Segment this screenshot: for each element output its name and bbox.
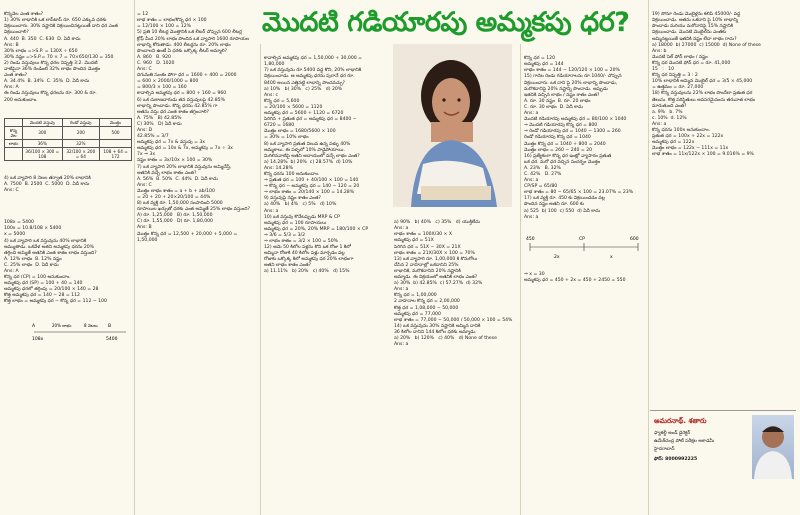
text-line: అతను వస్తు ధర ఎంత శాతం తగ్గించాలి?: [137, 109, 209, 115]
text-line: 13) ఒక వ్యాపారి రూ. 1,00,000 కి కొనుగోలు: [394, 256, 478, 262]
text-line: లాభానికి, మరొకదానిని 20% నష్టానికి: [394, 268, 461, 274]
text-line: 100x = 10.8/108 × 5400: [4, 226, 62, 232]
text-line: ⇒ x = 30: [524, 272, 545, 278]
text-line: = 800/3 × 100 = 160: [137, 85, 187, 91]
author-photo: [752, 415, 794, 479]
text-line: A) రూ. 1,25,000 B) రూ. 1,50,000: [137, 213, 213, 219]
table-cell: [5, 118, 23, 126]
text-line: అమ్మినట్లయితే ఇతనికి నష్టం లేదా లాభం రాదు?: [652, 36, 737, 42]
text-line: మొత్తం లాభం = 1680/5600 × 100: [264, 129, 336, 135]
text-line: A. 440 B. 350 C. 630 D. ఏదీ కాదు: [4, 36, 81, 42]
table-cell: 32%: [62, 139, 100, 147]
text-line: a) 10% b) 30% c) 25% d) 20%: [264, 86, 343, 92]
diagram-value-1: 108x: [32, 337, 44, 342]
text-line: లాభ శాతం = 11x/122x × 100 = 9.016% = 9%: [652, 152, 754, 158]
column-3: [264, 44, 390, 514]
text-line: ⇒ 3/6 = 5/3 = 3/2: [264, 232, 306, 238]
text-line: లాభ శాతం = 80 − 65/65 × 100 = 23.07% = 23%: [524, 190, 634, 196]
text-line: 7) ఒక వ్యాపారి 20% లాభానికి వస్తువును అమ్మిచేస్తే,: [137, 164, 232, 170]
text-line: పొందాలని ఉంటే ఏ ధరకు ఒక్కొక్క లీటర్ అమ్మాలి?: [137, 48, 228, 54]
text-line: 8) ఒక వ్యాపారి ప్రతుత విలువ ఉన్న పళ్ళు 40%: [264, 141, 351, 147]
text-line: a) 11.11% b) 20% c) 40% d) 15%: [264, 269, 350, 275]
author-box: [650, 410, 796, 483]
text-line: 5) ప్రతి 10 లీటర్ల మొత్తానికి ఒక లీటర్ చొప్పున 600 లీటర్ల: [137, 30, 242, 36]
text-line: = 20 + 20 + 20×20/100 = 44%: [137, 195, 211, 200]
text-line: అమ్మకపు ధర = 10x & 7x, అమ్మకపు = 7x ÷ 3x: [137, 146, 233, 152]
text-line: 7x ⇒ 3x: [137, 152, 156, 158]
author-phone: ఫోన్: 8000992225: [654, 457, 698, 462]
text-line: A. 75% B) 42.85%: [137, 115, 182, 121]
text-line: మారుతుంది ఎంత?: [652, 103, 687, 109]
diagram-label-right: 600: [630, 236, 639, 242]
text-line: అమ్మకపు ధర = 5600 + 1120 = 6720: [264, 111, 344, 117]
text-line: ఇతనికి వచ్చిన లాభం / నష్టం శాతం ఎంత?: [524, 92, 600, 98]
text-line: అమ్మకాలు. ఈ పళ్ళలో 10% పాడైపోయాయి.: [264, 147, 345, 153]
text-line: మొత్తం లాభం = 122x − 111x = 11x: [652, 146, 729, 152]
text-line: ఈ రెండు వస్తువులు కొన్న ధరలను రూ. 300 & రూ.: [4, 91, 97, 97]
text-line: కొన్న ధర మొదటి ఫోన్ ధర = రూ. 41,000: [652, 60, 731, 66]
text-line: కొన్న ధర = 1,00,000: [394, 293, 437, 299]
diagram-top-a: A: [32, 324, 36, 329]
author-role: ఫ్యాకల్టీ అండ్ డైరెక్టర్: [654, 431, 691, 436]
column-1-text-bottom: [4, 176, 132, 306]
text-line: a) 20% b) 120% c) 40% d) None of these: [394, 335, 497, 341]
text-line: లాభ శాతం = లాభం/కొన్న ధర × 100: [137, 18, 207, 24]
text-line: C. 960 D. 1020: [137, 60, 175, 66]
text-line: ప్రతుత ధర = 100x + 22x = 122x: [652, 134, 724, 140]
text-line: కొన్న ధర = 5,600: [264, 98, 300, 104]
author-name: అమరనాథ్. శతారు: [654, 417, 707, 425]
text-line: ⇒ రెండో గడియారపు ధర = 1040 − 1300 = 260: [524, 129, 621, 135]
text-line: కొన్న ధర (CP) = 100 అనుకుందాం.: [4, 275, 71, 281]
text-line: మొత్తం కొన్న ధర = 12,500 + 20,000 + 5,000 =: [137, 231, 238, 237]
text-line: కొత్త లాభం = అమ్మకపు ధర − కొన్న ధర = 112 − 100: [4, 299, 107, 305]
text-line: Ans: c: [264, 92, 278, 98]
text-line: విక్రయించాడు. మొదటి మొబైల్‌ను ఎంతకు: [652, 30, 727, 36]
text-line: A. 12% లాభం B. 12% నష్టం: [4, 256, 62, 262]
text-line: విక్రయించాడు. అతను ఒకదాని పై 10% లాభాన్ని: [652, 18, 739, 24]
text-line: పెరిగిన ధర = 51X − 30X = 21X: [394, 244, 461, 250]
text-line: అతనికి వచ్చే లాభం శాతం ఎంత?: [137, 170, 197, 176]
text-line: అమ్మినా రోజుకి 40 కిలోల పళ్లు మార్చడం వల్ల: [264, 251, 345, 257]
text-line: పొందాడు మరియు మరోదానిపై 15% నష్టానికి: [652, 24, 733, 30]
table-cell: రెండో వస్తువు: [62, 118, 100, 126]
text-line: దిగుమతి సుంకం పోగా ధర = 1600 + 400 = 2000: [137, 73, 237, 79]
text-line: లాభ శాతం = 77,000 − 50,000 / 50,000 × 100 = 54%: [394, 317, 513, 323]
text-line: కొన్న ధరను 100 అనుకుందాం.: [264, 171, 320, 177]
table-cell: లాభం: [5, 139, 23, 147]
text-line: A. 7500 B. 2500 C. 5000 D. ఏదీ కాదు: [4, 182, 90, 188]
diagram-mark-left: 2x: [554, 254, 560, 260]
text-line: 30% లాభం =>S.P. = 130X ÷ 650: [4, 48, 78, 54]
text-line: 17) ఒక వ్యక్తి రూ. 450 కు విక్రయించడం వల్ల: [524, 196, 605, 202]
text-line: మరొకదానిపై 20% నష్టాన్ని పొందాడు. అప్పుడు: [524, 86, 608, 92]
text-line: C. 42% D. 27%: [524, 171, 562, 177]
text-line: లాభం శాతం = 21X/30X × 100 = 70%: [394, 250, 475, 256]
text-line: రూపాయిల ఖర్చుతో ధరకు ఎంత అమ్మితే 25% లాభం వస్తుంది?: [137, 207, 250, 213]
text-line: 15) గాదెల రెండు గడియారాలను రూ.1040/- చొప్పున: [524, 74, 622, 80]
text-line: 2) రెండు వస్తువులు కొన్న ధరల నిష్పత్తి 3:2. మొదటి: [4, 60, 98, 66]
text-line: Ans: A: [4, 269, 19, 274]
text-line: అమ్మకపు ధర = 7x & వస్తువు = 3x: [137, 140, 206, 146]
text-line: లాభాన్ని కోరుతాడు. 400 లీటర్లను రూ. 20% లాభం: [137, 42, 231, 48]
column-2: [137, 0, 258, 512]
column-rule: [520, 44, 521, 515]
table-cell: [100, 139, 132, 147]
text-line: ఎంత శాతం?: [4, 73, 28, 79]
text-line: ⇒ కొన్న ధర − అమ్మకపు ధర = 140 − 120 = 20: [264, 184, 360, 190]
table-cell: మొదటి వస్తువు: [23, 118, 62, 126]
text-line: 8) ఒక వ్యక్తి రూ. 1,50,000 సంపాదించి 5000: [137, 201, 223, 207]
column-rule: [648, 0, 649, 515]
text-line: ఒక ధర. మరో ధర వచ్చిన సందర్భం మొత్తం: [524, 159, 601, 165]
text-line: A. రూ. 30 నష్టం B. రూ. 20 లాభం: [524, 98, 591, 104]
student-illustration: [393, 44, 512, 207]
text-line: Ans: A: [4, 85, 19, 91]
text-line: 6720 = 1680: [264, 123, 295, 129]
table-cell: 200: [62, 126, 100, 139]
column-3-text: [264, 56, 390, 275]
text-line: 16) ప్రత్యేకంగా కొన్న ధర ఇంట్లో వ్యాపారం ప్రతుత: [524, 153, 612, 159]
text-line: నష్టం శాతం = 3x/10x × 100 = 30%: [137, 158, 213, 164]
diagram-top-b: B: [108, 324, 112, 329]
text-line: అమ్మకపు ధర = 144: [524, 62, 564, 68]
text-line: = 12/100 × 100 = 12%: [137, 24, 191, 30]
text-line: C) 30% D) ఏదీ కాదు: [137, 121, 182, 127]
text-line: అమ్మకపు ధర = 20%, 20% MRP = 180/100 × CP: [264, 226, 369, 232]
text-line: అమ్మకపు ధర = 122x: [652, 140, 695, 146]
text-line: Ans: C: [137, 182, 152, 188]
text-line: a. 9% b. 7%: [652, 109, 683, 115]
text-line: Ans: a: [524, 111, 539, 117]
text-line: అమ్మకపు ధర = 450 + 2x = 450 + 2450 = 550: [524, 278, 626, 284]
text-line: C. రూ. 30 లాభం D. ఏదీ కాదు: [524, 104, 583, 110]
text-line: 1) 30% లాభానికి ఒక లాప్‌టాప్ రూ. 650 ఎక్కువ ధరకు: [4, 18, 107, 24]
line-diagram: [524, 233, 644, 263]
text-line: 30% నష్టం =>S.P.= 70 × 7 = 70×650/130 = 350: [4, 54, 114, 60]
text-line: కొన్న ధర = 120: [524, 56, 555, 62]
text-line: = 600 × 2000/1000 = 800: [137, 79, 199, 85]
text-line: కొన్న ధరను 100x అనుకుందాం.: [652, 127, 710, 133]
table-cell: [5, 147, 23, 160]
text-line: = 12: [137, 12, 149, 18]
text-line: A. 23% B. 32%: [524, 165, 561, 171]
text-line: లాభం శాతం = 100X/30 × X: [394, 232, 452, 238]
text-line: లాభం శాతం = 144 − 120/120 × 100 = 20%: [524, 68, 620, 74]
text-line: మొత్తం లాభం శాతం = a + b + ab/100: [137, 188, 215, 194]
text-line: Ans: 14.28%: [264, 165, 293, 171]
column-1: [4, 0, 132, 512]
text-line: 6) ఒక దుకాణదారుడు తన వస్తువులపై 42.85%: [137, 97, 225, 103]
text-line: మొత్తం కొన్న ధర = 1040 + 800 = 2040: [524, 141, 606, 147]
text-line: కొన్నవెల ఎంత శాతం?: [4, 12, 44, 18]
table-cell: కొన్న వెల: [5, 126, 23, 139]
text-line: అమ్మకపు ధర (SP) = 100 + 40 = 140: [4, 281, 83, 287]
text-line: అమ్మకపు ధర = 77,000: [394, 311, 441, 317]
text-line: Ans: a: [394, 287, 409, 293]
text-line: 2 వాహనాల కొన్న ధర = 2,00,000: [394, 299, 460, 305]
text-line: 7) ఒక వస్తువును రూ.5400 వద్ద కొని, 20% లాభానికి: [264, 68, 362, 74]
text-line: కావాల్సిన అమ్మకపు ధర = 800 + 160 = 960: [137, 91, 227, 97]
text-line: a) 30% b) 42.85% c) 57.27% d) 32%: [394, 281, 483, 287]
text-line: a) 14.28% b) 20% c) 28.57% d) 10%: [264, 159, 353, 165]
text-line: Ans: D: [137, 127, 152, 133]
text-line: Ans: B: [4, 42, 19, 48]
text-line: 12) ఆమె 50 కిలోల పళ్లను కొని ఒక రోజు 1 కిలో: [264, 245, 352, 251]
column-2-text: [137, 12, 258, 244]
text-line: అమ్మకపు ధరలో తగ్గింపు = 20/100 × 140 = 28: [4, 287, 99, 293]
column-4: [394, 208, 518, 513]
text-line: C. 25% లాభం D. ఏదీ కాదు: [4, 262, 59, 268]
text-line: a) 90% b) 40% c) 35% d) యుక్తిలేదు: [394, 220, 480, 226]
text-line: c. 10% d. 12%: [652, 115, 687, 121]
text-line: అమ్మకపు ధర = 51X: [394, 238, 434, 244]
text-line: Ans: a: [394, 226, 409, 232]
column-1-text-top: [4, 12, 132, 103]
text-line: 36 కిలోల దానిని 144 కిలోల ధరకు అమ్మాడు.: [394, 329, 477, 335]
text-line: A. 56% B. 50% C. 44% D. ఏదీ కాదు: [137, 176, 218, 182]
text-line: పెరిగిన + ప్రతుత ధర = అమ్మకపు ధర = 8400 −: [264, 117, 357, 123]
text-line: వాటిపైనా 36% రెండింటి 32% లాభం పొందిన మొత్తం: [4, 67, 101, 73]
text-line: = ఉత్తమం = రూ. 27,000: [652, 85, 704, 91]
text-line: ⇒ ప్రతుత ధర = 100 + 40/100 × 100 = 140: [264, 178, 359, 184]
text-line: మొత్తం లాభం = 260 − 240 = 20: [524, 147, 593, 153]
text-line: 4) ఒక వ్యాపారి ఒక వస్తువును 40% లాభానికి: [4, 238, 87, 244]
text-line: అమ్మకపు ధర = 100 రూపాయలు: [264, 220, 327, 226]
author-academy: ఉమేశ్‌చంద్ర పోటీ పరీక్షల అకాడమీ: [654, 439, 715, 444]
text-line: కొత్త ధర = 1,08,000 − 50,000: [394, 305, 459, 311]
text-line: CP/SP = 65/80: [524, 184, 558, 190]
text-line: 18) కొన్న వస్తువులను 22% లాభం పొందేలా ప్రతుత ధర: [652, 91, 753, 97]
text-line: Ans: b: [652, 48, 667, 54]
text-line: మొదటి సెల్ ఫోన్ లాభం / నష్టం: [652, 54, 708, 60]
text-line: ⇒ మొదటి గడియారపు కొన్న ధర = 800: [524, 123, 598, 129]
text-line: = 30% = 10% లాభం: [264, 135, 309, 141]
text-line: Ans: C: [4, 188, 19, 194]
text-line: విక్రయించాలి?: [4, 30, 29, 36]
column-6-text: [652, 12, 798, 158]
text-line: 10) ఒక వస్తువు కొనేటప్పుడు MRP & CP: [264, 214, 340, 220]
text-line: Ans: a: [264, 208, 279, 214]
text-line: లాభాన్ని పొందాడు. కొన్న ధరను 42.85% గా: [137, 103, 218, 109]
column-5: [524, 44, 646, 514]
text-line: 10% లాభానికి అమ్మిన మొబైల్ ధర = 3/5 × 45,000: [652, 79, 753, 85]
text-line: Ans: C: [137, 67, 152, 73]
text-line: 1,50,000: [137, 237, 158, 243]
text-line: కావాల్సిన అమ్మకపు ధర = 1,50,000 + 30,000 =: [264, 56, 362, 62]
table-cell: 300: [23, 126, 62, 139]
text-line: క్రోఫ్ మీద 20% లాభం పొందిన ఒక వ్యాపారి 1600 రూపాయల: [137, 36, 250, 42]
column-rule: [134, 0, 135, 515]
table-cell: 36/100 × 300 = 108: [23, 147, 62, 160]
table-cell: మొత్తం: [100, 118, 132, 126]
column-5-text-bottom: [524, 272, 646, 284]
table-cell: 500: [100, 126, 132, 139]
text-line: Ans: a: [524, 178, 539, 184]
text-line: 4) ఒక వ్యాపారి 8 నెలల తర్వాత 20% లాభానికి: [4, 175, 91, 181]
text-line: Ans: a: [394, 342, 409, 348]
column-4-text: [394, 220, 518, 348]
text-line: మొదటి గడియారపు అమ్మకపు ధర = 80/100 × 1040: [524, 117, 627, 123]
ratio-diagram: [30, 318, 130, 342]
diagram-label-left: 450: [526, 236, 535, 242]
column-6: [652, 0, 798, 408]
author-city: హైదరాబాద్: [654, 447, 675, 452]
text-line: a) 40% b) 4% c) 5% d) 10%: [264, 202, 337, 208]
column-rule: [260, 44, 261, 515]
diagram-mark-right: x: [610, 254, 613, 260]
text-line: విక్రయించారు. 30% నష్టానికి విక్రయించినట్లయితే దాని ధర ఎంత: [4, 24, 118, 30]
text-line: అమ్మాడు. ఈ విక్రయంలో అతనికి లాభం ఎంత?: [394, 275, 478, 281]
text-line: 19) సోనూ రెండు మొబైళ్లను కలిపి 45000/- వద్ద: [652, 12, 741, 18]
text-line: చేసిన 2 వాహనాల్లో ఒకదానిని 25%: [394, 262, 459, 268]
text-line: అమ్ముతాడు. ఒకవేళ అతని అమ్మకపు ధరను 20%: [4, 244, 95, 250]
column-5-text-top: [524, 56, 646, 221]
diagram-label-1: 20% లాభం: [52, 323, 72, 328]
text-line: పొందిన నష్టం అతని రూ. 600 కు: [524, 202, 585, 208]
text-line: A. 34.4% B. 34% C. 35% D. ఏదీ కాదు: [4, 79, 90, 85]
text-line: 15 : 10: [652, 67, 674, 73]
text-line: కొత్త అమ్మకపు ధర = 140 − 28 = 112: [4, 293, 80, 299]
text-line: C) రూ. 1,55,000 D) రూ. 1,80,000: [137, 219, 213, 225]
text-line: రెండో గడియారపు కొన్న ధర = 1040: [524, 135, 591, 141]
diagram-label-mid: CP: [579, 236, 585, 242]
text-line: 1,80,000: [264, 62, 285, 68]
text-line: ⇒ లాభం శాతం = 20/140 × 100 = 14.28%: [264, 190, 355, 196]
table-cell: 36%: [23, 139, 62, 147]
text-line: 8400 అయిన ఎత్తినట్టి లాభాన్ని పొందవచ్చు?: [264, 80, 345, 86]
text-line: x = 5000: [4, 232, 26, 238]
table-cell: 108 + 64 = 172: [100, 147, 132, 160]
text-line: విక్రయించాడు. ఆ అమ్మకపు ధరను పురానే ధర రూ.: [264, 74, 355, 80]
text-line: విక్రయించారు. ఒక దాని పై 20% లాభాన్ని పొందాడు,: [524, 80, 618, 86]
text-line: 200 అనుకుందాం.: [4, 97, 38, 103]
text-line: 42.85% = 3/7: [137, 134, 169, 140]
table-cell: 32/100 × 200 = 64: [62, 147, 100, 160]
text-line: a) 18000 b) 27000 c) 15000 d) None of these: [652, 42, 761, 48]
text-line: Ans: a: [524, 214, 539, 220]
diagram-value-2: 5400: [106, 337, 118, 342]
text-line: అతని లాభం శాతం ఎంత?: [264, 263, 312, 269]
text-line: తగ్గించి అమ్మితే అతనికి ఎంత శాతం లాభం వస్తుంది?: [4, 250, 97, 256]
text-line: కొన్న ధర నిష్పత్తి = 3 : 2: [652, 73, 698, 79]
profit-table: [4, 118, 132, 161]
diagram-label-2: 8 నెలలు: [84, 323, 98, 328]
text-line: 14) ఒక వస్తువును 30% నష్టానికి అమ్మిన దానికి: [394, 323, 481, 329]
text-line: Ans: a: [652, 121, 667, 127]
student-photo: [393, 44, 512, 207]
text-line: a) 525 b) 100 c) 550 d) ఏదీ కాదు: [524, 208, 601, 214]
text-line: ⇒ లాభం శాతం = 3/2 × 100 = 50%: [264, 239, 338, 244]
text-line: 9) వస్తువుపై నష్టం శాతం ఎంత?: [264, 196, 321, 202]
text-line: Ans: B: [137, 225, 152, 231]
text-line: A. 860 B. 920: [137, 54, 171, 60]
text-line: రోజుకు ఒక్కొక్క కిలో అమ్మకపు ధర 20% లాభంగా: [264, 257, 354, 263]
text-line: = 20/100 × 5600 = 1120: [264, 104, 323, 110]
text-line: తెలుసు. కొత్త పరిస్థితులు అవసరమైనందు తరువాత లాభం: [652, 97, 755, 103]
text-line: మిగిలినవాటిపై అతని ఆదాయంలో వచ్చే లాభం ఎంత?: [264, 153, 360, 159]
headline: మొదటి గడియారపు అమ్మకపు ధర?: [262, 7, 630, 38]
text-line: 108x = 5400: [4, 220, 34, 226]
